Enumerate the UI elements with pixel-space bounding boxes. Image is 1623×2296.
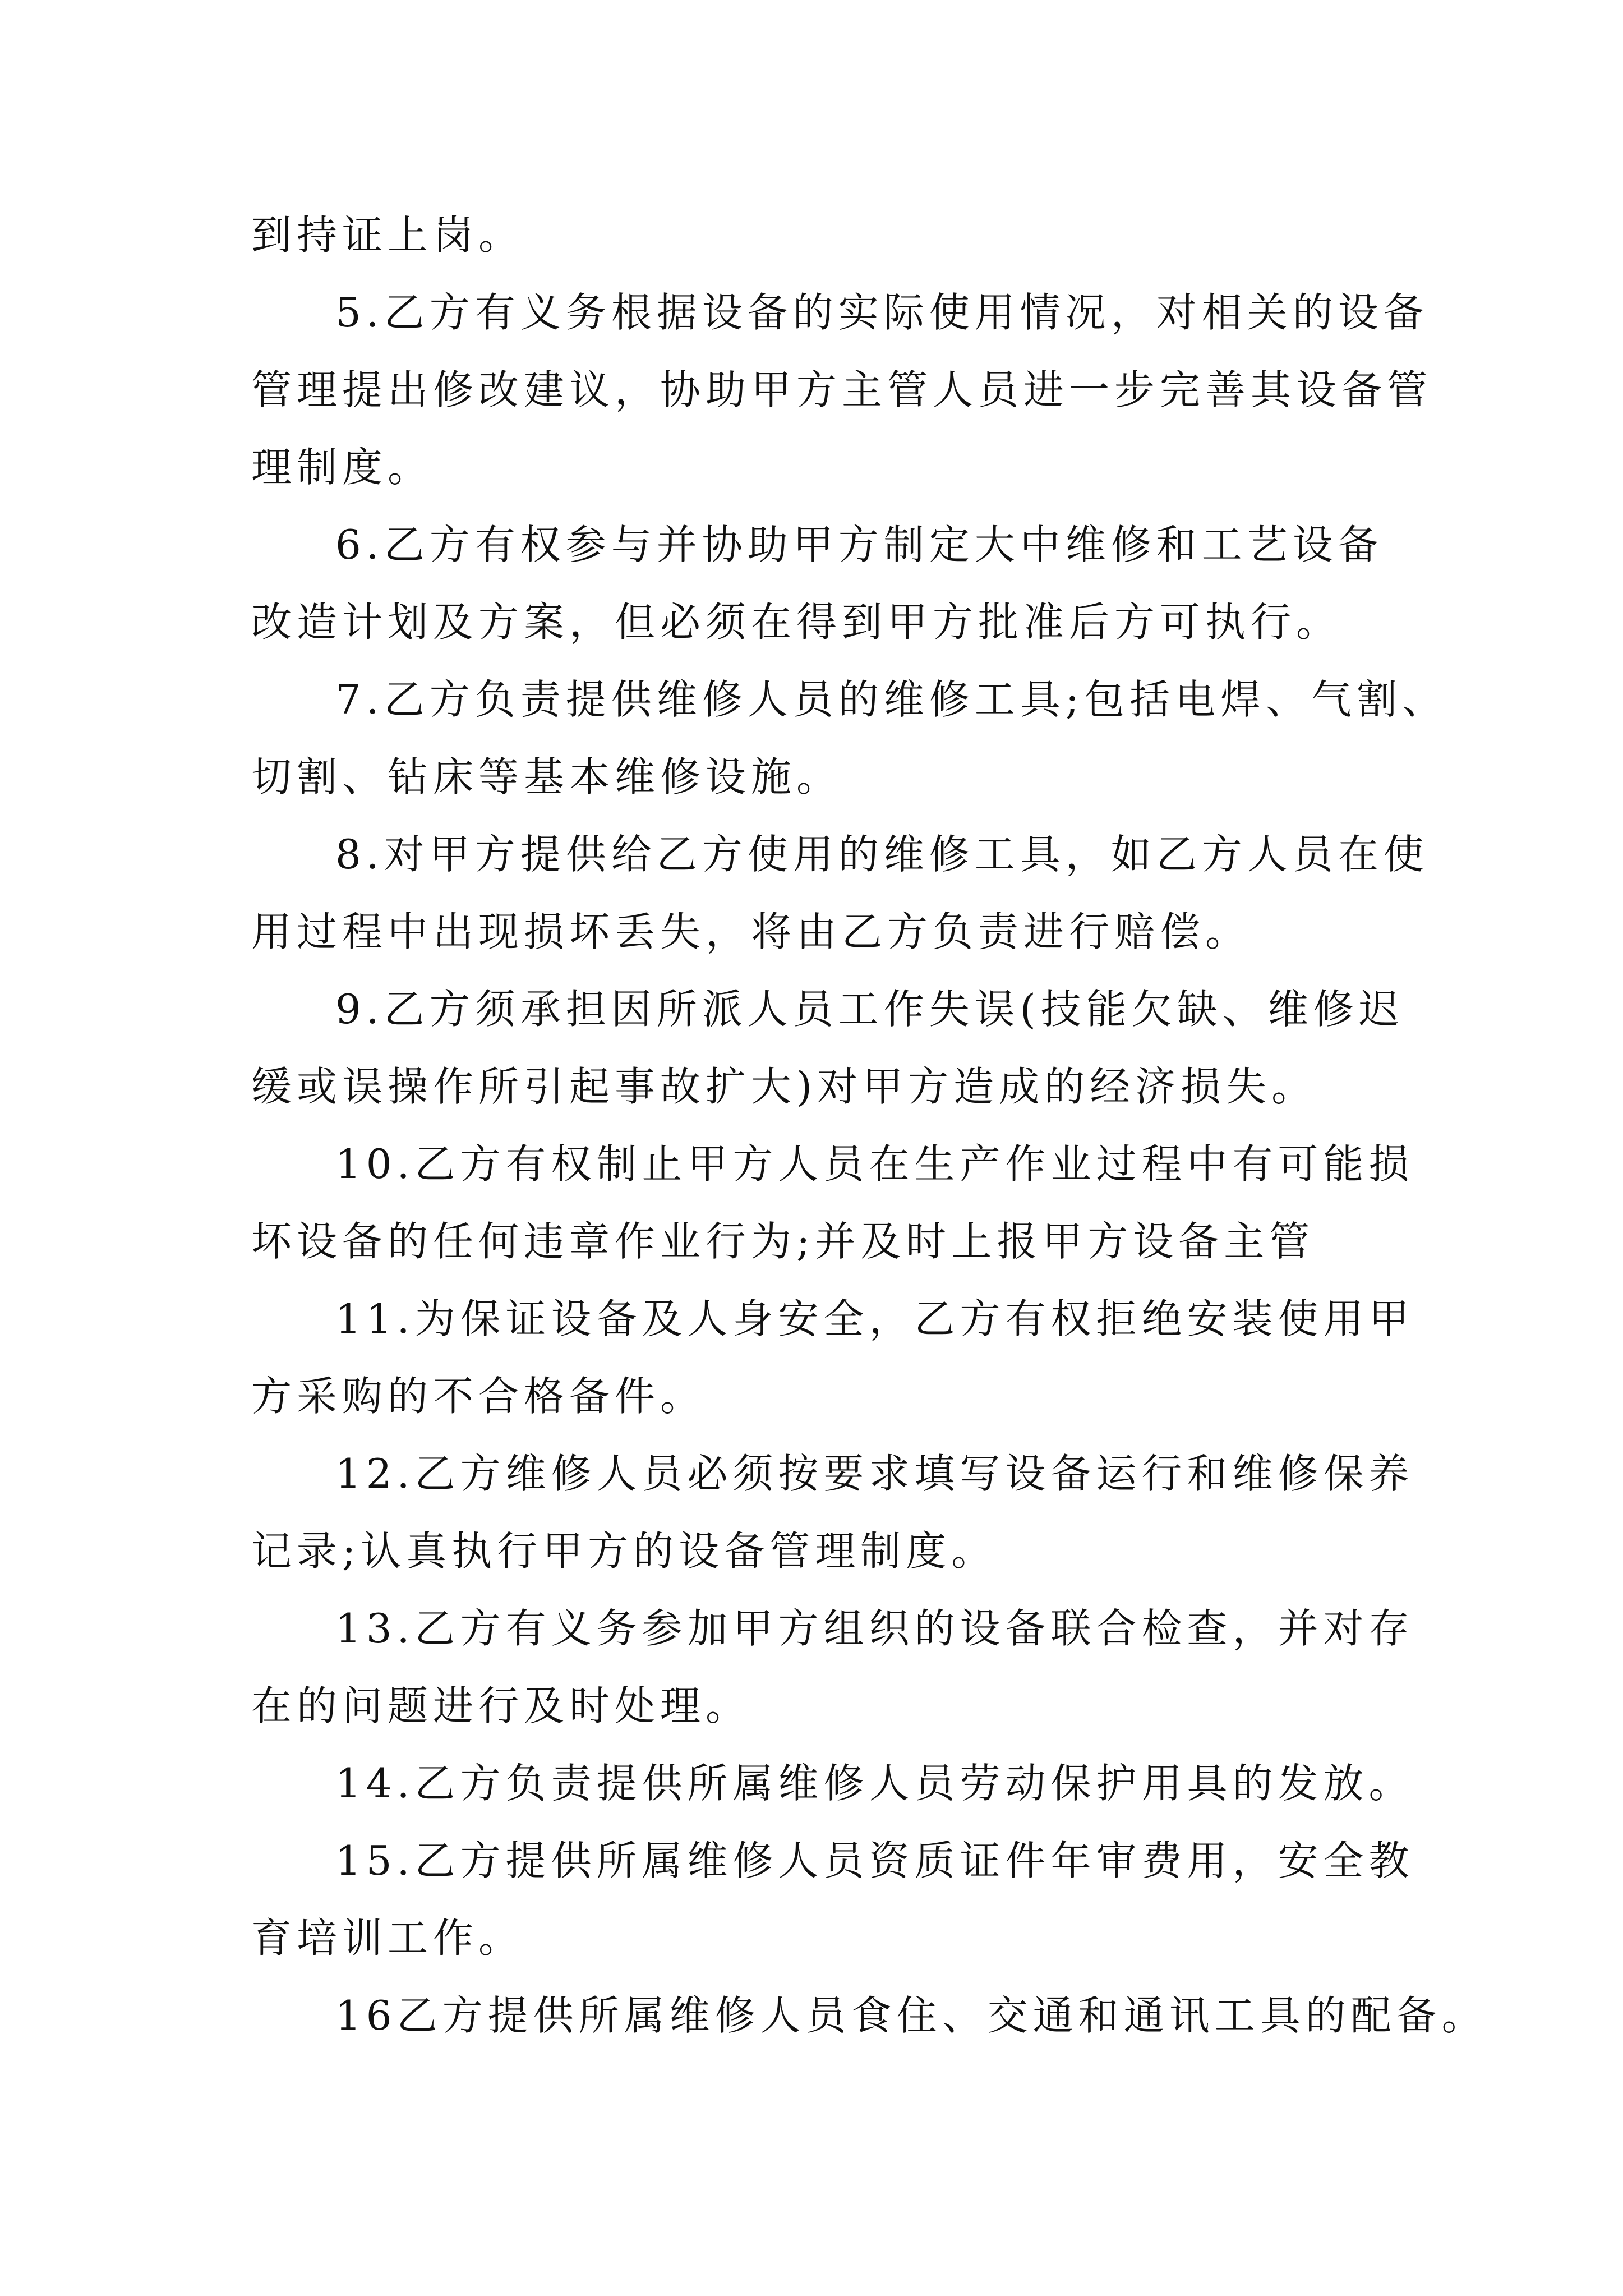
text-line: 在的问题进行及时处理。 [251,1682,751,1729]
text-line: 育培训工作。 [251,1915,524,1962]
paragraph [251,196,1384,274]
text-line: 16乙方提供所属维修人员食住、交通和通讯工具的配备。 [335,1992,1487,2039]
paragraph [251,970,1404,1125]
paragraph [251,1745,1414,1822]
text-line: 10.乙方有权制止甲方人员在生产作业过程中有可能损 [335,1140,1414,1188]
text-line: 8.对甲方提供给乙方使用的维修工具，如乙方人员在使 [335,831,1429,878]
text-line: 缓或误操作所引起事故扩大)对甲方造成的经济损失。 [251,1063,1317,1110]
text-line: 5.乙方有义务根据设备的实际使用情况，对相关的设备 [335,289,1429,336]
text-line: 切割、钻床等基本维修设施。 [251,753,842,800]
text-line: 用过程中出现损坏丢失，将由乙方负责进行赔偿。 [251,908,1251,955]
document-body [251,196,1487,2054]
text-line: 6.乙方有权参与并协助甲方制定大中维修和工艺设备 [335,521,1384,568]
paragraph [251,1822,1414,1977]
text-line: 15.乙方提供所属维修人员资质证件年审费用，安全教 [335,1837,1414,1884]
text-line: 管理提出修改建议，协助甲方主管人员进一步完善其设备管 [251,366,1433,413]
text-line: 坏设备的任何违章作业行为;并及时上报甲方设备主管 [251,1218,1315,1265]
text-line: 到持证上岗。 [251,211,524,259]
paragraph [251,1435,1414,1590]
paragraph [251,274,1433,506]
text-line: 9.乙方须承担因所派人员工作失误(技能欠缺、维修迟 [335,986,1404,1033]
paragraph [251,1977,1487,2054]
text-line: 方采购的不合格备件。 [251,1373,706,1420]
text-line: 改造计划及方案，但必须在得到甲方批准后方可执行。 [251,599,1342,646]
paragraph [251,506,1384,661]
text-line: 13.乙方有义务参加甲方组织的设备联合检查，并对存 [335,1605,1414,1652]
paragraph [251,1125,1414,1280]
text-line: 12.乙方维修人员必须按要求填写设备运行和维修保养 [335,1450,1414,1497]
paragraph [251,1590,1414,1745]
paragraph [251,661,1447,816]
text-line: 记录;认真执行甲方的设备管理制度。 [251,1527,997,1575]
text-line: 11.为保证设备及人身安全，乙方有权拒绝安装使用甲 [335,1295,1414,1342]
text-line: 14.乙方负责提供所属维修人员劳动保护用具的发放。 [335,1760,1414,1807]
paragraph [251,816,1429,970]
paragraph [251,1280,1414,1435]
text-line: 理制度。 [251,444,434,491]
text-line: 7.乙方负责提供维修人员的维修工具;包括电焊、气割、 [335,676,1447,723]
